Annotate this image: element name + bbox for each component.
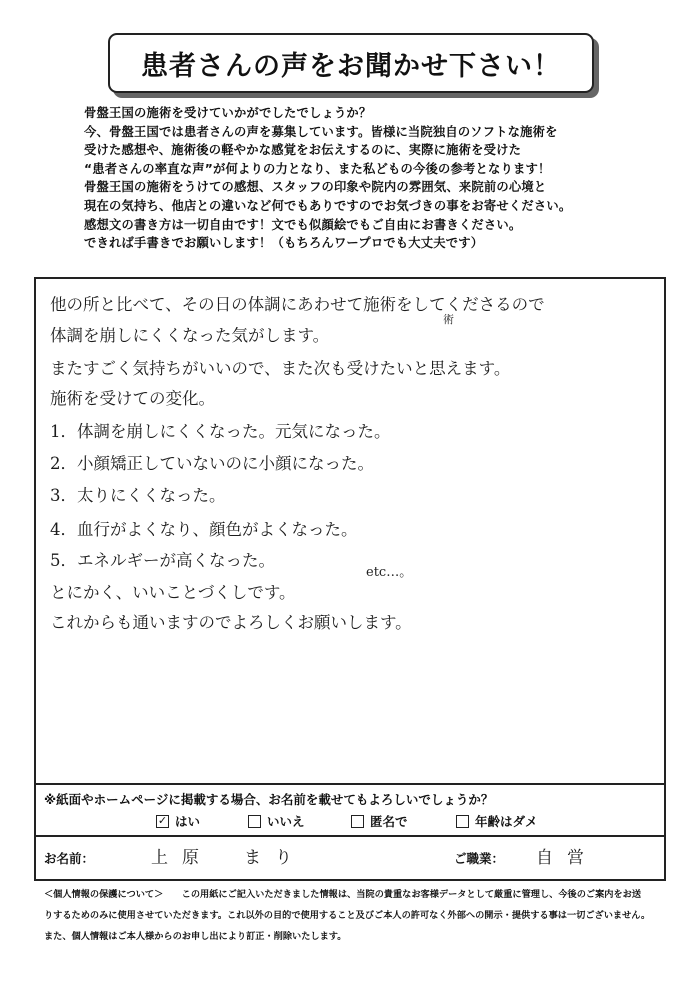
consent-section [36,783,664,837]
handwritten-line: これからも通いますのでよろしくお願いします。 [50,613,412,632]
occupation-label: ご職業： [454,851,505,866]
handwritten-line: 体調を崩しにくくなった気がします。 [50,326,330,345]
intro-line: 今、骨盤王国では患者さんの声を募集しています。皆様に当院独自のソフトな施術を [84,124,558,139]
privacy-line: りするためのみに使用させていただきます。これ以外の目的で使用すること及びご本人の許可なく外部への開示・提供する事は一切ございません。 [44,910,651,921]
handwritten-line: とにかく、いいことづくしです。 [50,583,296,602]
intro-text [84,104,664,253]
privacy-notice [44,884,684,947]
name-value[interactable]: 上原 まり [151,848,306,868]
handwritten-line: 3．太りにくくなった。 [50,486,226,505]
checkbox-icon[interactable] [248,815,261,828]
intro-line: 現在の気持ち、他店との違いなど何でもありですのでお気づきの事をお寄せください。 [84,198,572,213]
handwritten-line: 1．体調を崩しにくくなった。元気になった。 [50,422,391,441]
option-label: 匿名で [370,814,408,829]
name-occupation-row [36,837,664,879]
etc-note: etc…。 [366,565,413,580]
intro-line: 骨盤王国の施術を受けていかがでしたでしょうか？ [84,106,372,120]
checkbox-checked-icon[interactable]: ✓ [157,813,168,827]
survey-form [34,277,666,881]
option-yes[interactable] [156,812,200,830]
intro-line: “患者さんの率直な声”が何よりの力となり、また私どもの今後の参考となります！ [84,161,551,176]
handwritten-line: 他の所と比べて、その日の体調にあわせて施術をしてくださるので [50,295,545,314]
page-title: 患者さんの声をお聞かせ下さい！ [108,33,594,93]
handwritten-line: 4．血行がよくなり、顔色がよくなった。 [50,520,358,539]
option-anonymous[interactable] [351,812,408,830]
option-label: いいえ [267,814,305,829]
handwritten-line: 2．小顔矯正していないのに小顔になった。 [50,454,374,473]
privacy-line: また、個人情報はご本人様からのお申し出により訂正・削除いたします。 [44,931,347,942]
handwritten-line: 5．エネルギーが高くなった。 [50,551,275,570]
option-label: はい [175,814,201,829]
consent-question: ※紙面やホームページに掲載する場合、お名前を載せてもよろしいでしょうか？ [44,792,494,807]
name-label: お名前： [44,851,95,866]
comment-area[interactable] [36,279,664,785]
option-no-age[interactable] [456,812,538,830]
handwritten-line: またすごく気持ちがいいので、また次も受けたいと思えます。 [50,359,511,378]
intro-line: できれば手書きでお願いします！（もちろんワープロでも大丈夫です） [84,236,484,251]
checkbox-icon[interactable] [351,815,364,828]
option-label: 年齢はダメ [475,814,538,829]
privacy-line: ＜個人情報の保護について＞ この用紙にご記入いただきました情報は、当院の貴重なお客様データとして厳重に管理し、今後のご案内をお送 [44,889,642,900]
occupation-value[interactable]: 自営 [536,848,598,868]
checkbox-icon[interactable] [456,815,469,828]
correction-note: 術 [443,313,454,326]
handwritten-line: 施術を受けての変化。 [50,389,215,408]
intro-line: 感想文の書き方は一切自由です！文でも似顔絵でもご自由にお書きください。 [84,217,522,232]
intro-line: 受けた感想や、施術後の軽やかな感覚をお伝えするのに、実際に施術を受けた [84,143,522,158]
intro-line: 骨盤王国の施術をうけての感想、スタッフの印象や院内の雰囲気、来院前の心境と [84,180,547,195]
option-no[interactable] [248,812,305,830]
